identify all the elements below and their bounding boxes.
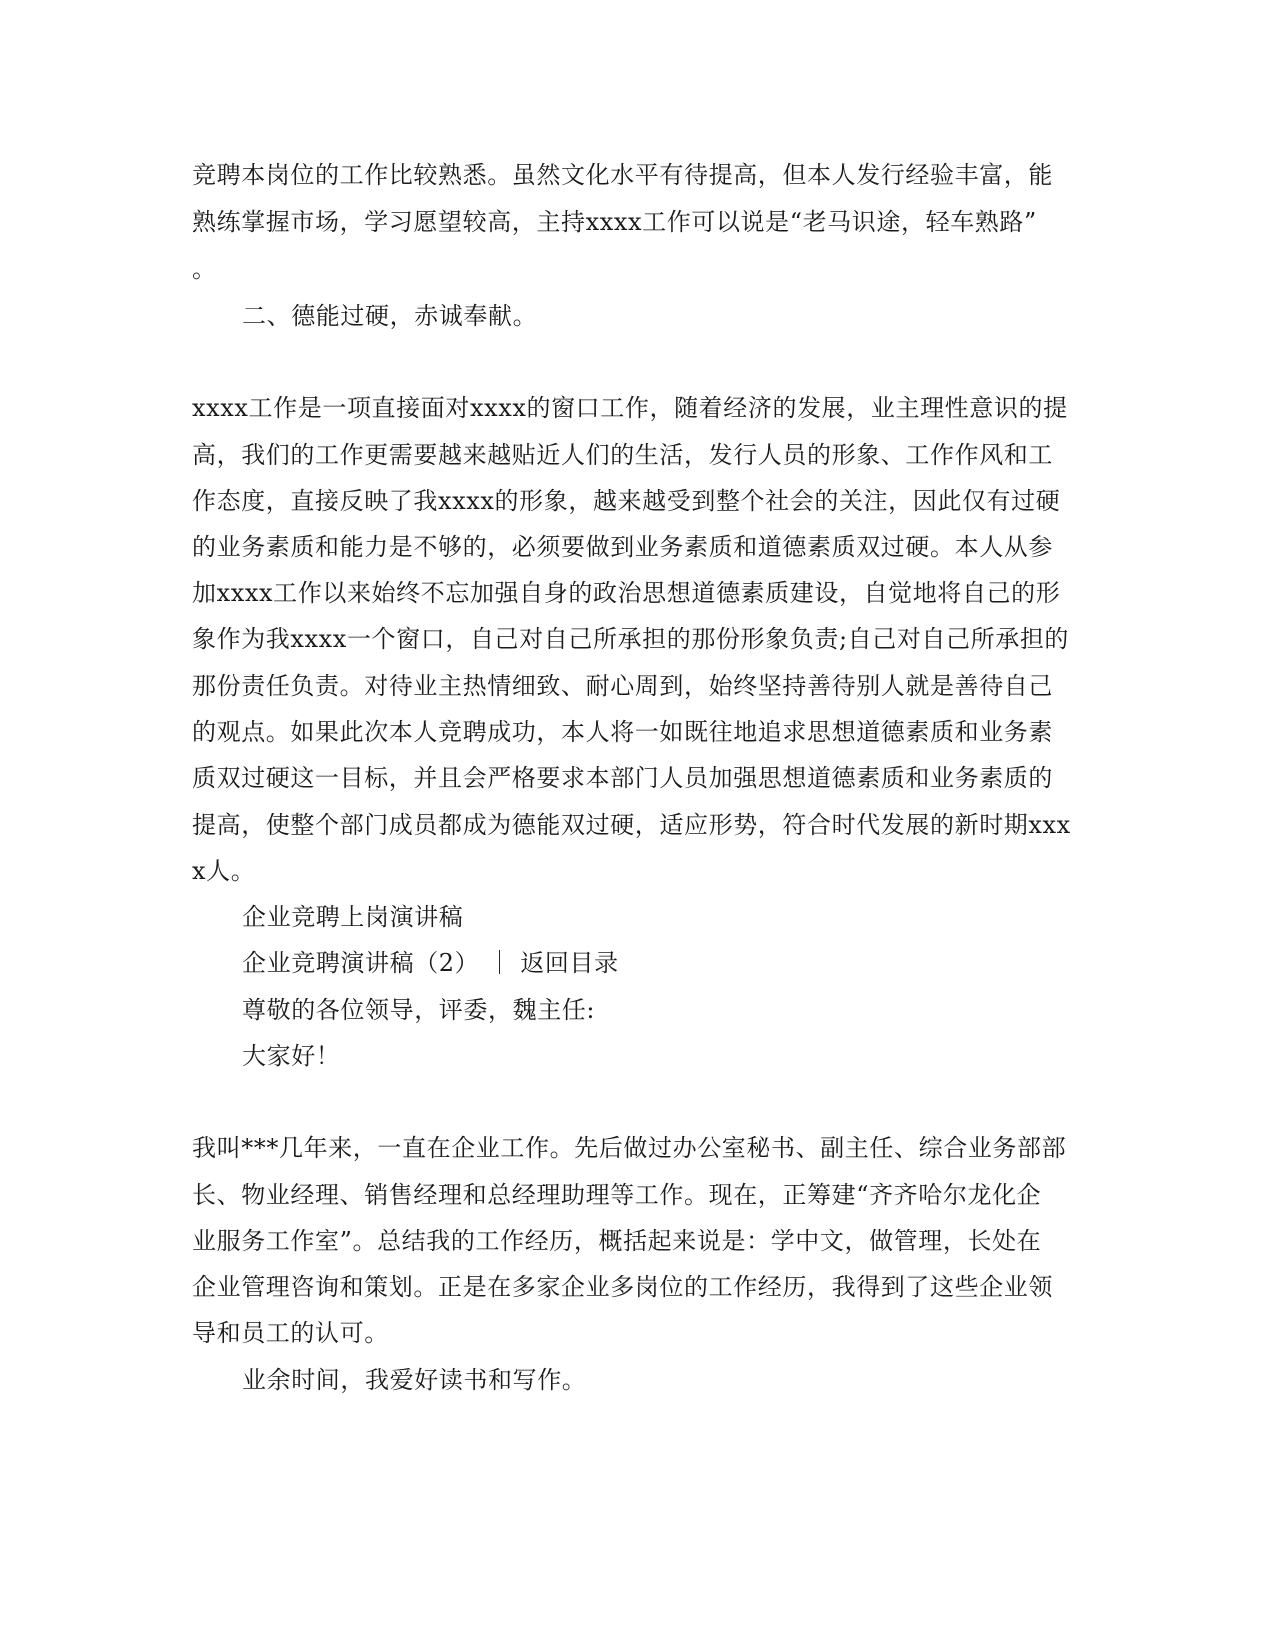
article-title: 企业竞聘上岗演讲稿 <box>242 903 464 931</box>
text-line: 的观点。如果此次本人竞聘成功，本人将一如既往地追求思想道德素质和业务素 <box>192 718 1053 746</box>
text-line: 业余时间，我爱好读书和写作。 <box>242 1366 587 1394</box>
text-line: 作态度，直接反映了我xxxx的形象，越来越受到整个社会的关注，因此仅有过硬 <box>192 487 1061 515</box>
text-line: 长、物业经理、销售经理和总经理助理等工作。现在，正筹建“齐齐哈尔龙化企 <box>192 1181 1042 1209</box>
text-line: 加xxxx工作以来始终不忘加强自身的政治思想道德素质建设，自觉地将自己的形 <box>192 579 1061 607</box>
text-line: 我叫***几年来，一直在企业工作。先后做过办公室秘书、副主任、综合业务部部 <box>192 1134 1067 1162</box>
text-line: 质双过硬这一目标，并且会严格要求本部门人员加强思想道德素质和业务素质的 <box>192 764 1053 792</box>
text-line: 的业务素质和能力是不够的，必须要做到业务素质和道德素质双过硬。本人从参 <box>192 533 1053 561</box>
text-line: 导和员工的认可。 <box>192 1319 389 1347</box>
text-line: 企业管理咨询和策划。正是在多家企业多岗位的工作经历，我得到了这些企业领 <box>192 1273 1053 1301</box>
greeting: 大家好！ <box>242 1042 341 1070</box>
section-heading: 二、德能过硬，赤诚奉献。 <box>242 302 538 330</box>
text-line: xxxx工作是一项直接面对xxxx的窗口工作，随着经济的发展，业主理性意识的提 <box>192 394 1068 422</box>
text-line: 那份责任负责。对待业主热情细致、耐心周到，始终坚持善待别人就是善待自己 <box>192 672 1053 700</box>
salutation: 尊敬的各位领导，评委，魏主任: <box>242 996 596 1024</box>
text-line: 象作为我xxxx一个窗口，自己对自己所承担的那份形象负责;自己对自己所承担的 <box>192 625 1070 653</box>
article-subtitle-link[interactable]: 企业竞聘演讲稿（2） ｜ 返回目录 <box>242 949 619 977</box>
text-line: 。 <box>192 255 217 283</box>
text-line: 提高，使整个部门成员都成为德能双过硬，适应形势，符合时代发展的新时期xxx <box>192 811 1071 839</box>
text-line: 熟练掌握市场，学习愿望较高，主持xxxx工作可以说是“老马识途，轻车熟路” <box>192 208 1037 236</box>
text-line: 竞聘本岗位的工作比较熟悉。虽然文化水平有待提高，但本人发行经验丰富，能 <box>192 161 1053 189</box>
text-line: 业服务工作室”。总结我的工作经历，概括起来说是：学中文，做管理，长处在 <box>192 1227 1042 1255</box>
text-line: 高，我们的工作更需要越来越贴近人们的生活，发行人员的形象、工作作风和工 <box>192 441 1053 469</box>
text-line: x人。 <box>192 857 256 885</box>
